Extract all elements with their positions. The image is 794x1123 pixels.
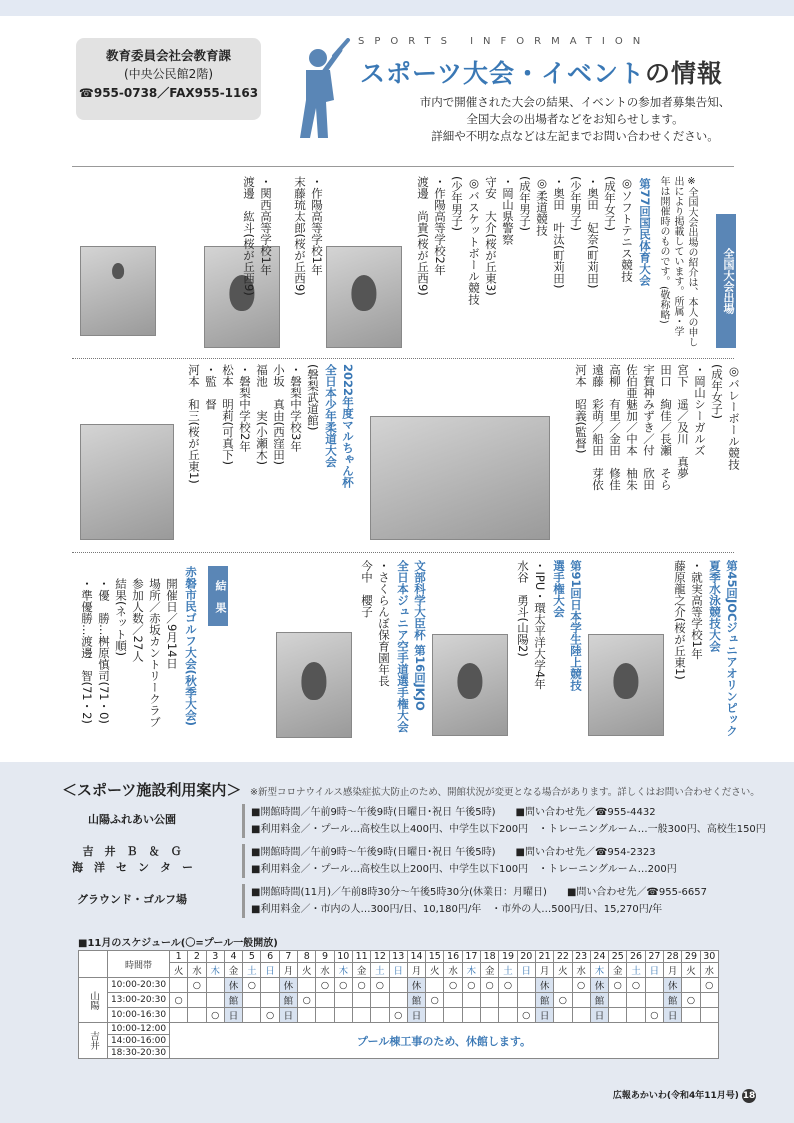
runner-photo	[432, 634, 508, 736]
schedule-cell: 館	[590, 993, 608, 1008]
facilities-title: ＜スポーツ施設利用案内＞	[62, 781, 242, 799]
weekday: 火	[682, 963, 700, 978]
schedule-cell	[243, 1008, 261, 1023]
karate-title: 文部科学大臣杯 第16回JKJO 全日本ジュニア空手道選手権大会	[396, 560, 427, 733]
schedule-cell: 日	[407, 1008, 425, 1023]
day-number: 27	[645, 951, 663, 963]
schedule-cell: 館	[664, 993, 682, 1008]
day-number: 18	[481, 951, 499, 963]
schedule-cell	[682, 1008, 700, 1023]
schedule-cell	[371, 1008, 389, 1023]
schedule-cell: 日	[664, 1008, 682, 1023]
weekday: 木	[590, 963, 608, 978]
facility-sanyo	[62, 804, 766, 838]
day-number: 17	[462, 951, 480, 963]
schedule-cell	[444, 993, 462, 1008]
weekday: 水	[316, 963, 334, 978]
intro-line-2: 全国大会の出場者などをお知らせします。	[466, 112, 684, 126]
golf-title: 赤磐市民ゴルフ大会(秋季大会)	[184, 566, 198, 727]
schedule-cell: ○	[334, 978, 352, 993]
day-number: 12	[371, 951, 389, 963]
weekday: 月	[407, 963, 425, 978]
day-number: 24	[590, 951, 608, 963]
facility-info	[242, 804, 766, 838]
schedule-cell	[462, 1008, 480, 1023]
volleyball-team-photo	[370, 416, 550, 540]
schedule-cell	[700, 1008, 718, 1023]
weekday: 金	[609, 963, 627, 978]
schedule-cell	[462, 993, 480, 1008]
schedule-cell: ○	[517, 1008, 535, 1023]
facility-fees: ■利用料金／・プール…高校生以上200円、中学生以下100円 ・トレーニングルーム…200円	[251, 864, 677, 875]
day-number: 25	[609, 951, 627, 963]
facility-fees: ■利用料金／・市内の人…300円/日、10,180円/年 ・市外の人…500円/日、15,270円/年	[251, 904, 663, 915]
schedule-cell	[170, 978, 188, 993]
contact-phone: ☎955-0738／FAX955-1163	[78, 86, 259, 100]
schedule-cell: ○	[261, 1008, 279, 1023]
page-number: 18	[742, 1091, 756, 1101]
day-number: 1	[170, 951, 188, 963]
weekday: 日	[517, 963, 535, 978]
sports-information-heading: SPORTS INFORMATION	[358, 36, 651, 47]
weekday: 月	[535, 963, 553, 978]
kokutai-title: 第77回国民体育大会	[638, 178, 652, 287]
schedule-cell: 休	[535, 978, 553, 993]
schedule-cell	[517, 993, 535, 1008]
facility-name: 吉 井 Ｂ ＆ Ｇ 海 洋 セ ン タ ー	[72, 845, 193, 874]
contact-location: (中央公民館2階)	[124, 67, 213, 81]
day-number: 13	[389, 951, 407, 963]
schedule-cell	[517, 978, 535, 993]
footer	[613, 1088, 756, 1103]
day-number: 8	[298, 951, 316, 963]
weekday: 土	[627, 963, 645, 978]
day-number: 5	[243, 951, 261, 963]
weekday: 金	[352, 963, 370, 978]
schedule-cell: 休	[664, 978, 682, 993]
day-number: 3	[206, 951, 224, 963]
schedule-cell: ○	[206, 1008, 224, 1023]
day-number: 26	[627, 951, 645, 963]
schedule-cell	[426, 978, 444, 993]
schedule-cell	[609, 1008, 627, 1023]
day-number: 4	[224, 951, 242, 963]
schedule-cell	[645, 993, 663, 1008]
schedule-cell	[389, 993, 407, 1008]
national-tournament-tag: 全国大会出場	[716, 214, 736, 348]
yoshii-label: 吉井	[79, 1023, 108, 1059]
schedule-cell	[389, 978, 407, 993]
contact-box	[76, 38, 261, 120]
weekday: 火	[298, 963, 316, 978]
schedule-cell: 館	[535, 993, 553, 1008]
schedule-cell	[170, 1008, 188, 1023]
weekday: 火	[554, 963, 572, 978]
schedule-cell	[206, 978, 224, 993]
schedule-cell: 休	[224, 978, 242, 993]
weekday: 日	[261, 963, 279, 978]
schedule-cell: ○	[188, 978, 206, 993]
schedule-cell: ○	[389, 1008, 407, 1023]
karate-photo	[276, 632, 352, 738]
schedule-cell	[334, 1008, 352, 1023]
page-title-main: スポーツ大会・イベント	[360, 59, 646, 88]
schedule-cell: ○	[499, 978, 517, 993]
schedule-cell: 日	[224, 1008, 242, 1023]
schedule-cell	[627, 993, 645, 1008]
weekday: 月	[279, 963, 297, 978]
schedule-cell: 日	[590, 1008, 608, 1023]
kokutai-results: ◎ソフトテニス競技 (成年女子) ・奥田 妃奈(町苅田) (少年男子) ・奥田 叶汰(町苅田) ◎柔道競技 (成年男子) ・岡山県警察 守安 大介(桜が丘東3) ◎バスケットボール競技 (少年男子) ・作陽高等学校2年 渡邊 尚貴(桜が丘西9)	[416, 176, 634, 305]
facilities-note: ※新型コロナウイルス感染症拡大防止のため、開館状況が変更となる場合があります。詳しくはお問い合わせください。	[250, 787, 760, 798]
day-number: 29	[682, 951, 700, 963]
day-number: 11	[352, 951, 370, 963]
facility-hours: ■開館時間／午前9時～午後9時(日曜日･祝日 午後5時) ■問い合わせ先／☎954-2323	[251, 847, 656, 858]
schedule-cell	[261, 978, 279, 993]
page-title-suffix: の情報	[645, 59, 724, 88]
athlete-photo	[80, 246, 156, 336]
divider	[72, 552, 734, 553]
day-number: 2	[188, 951, 206, 963]
schedule-cell: ○	[352, 978, 370, 993]
schedule-cell	[682, 978, 700, 993]
facility-yoshii	[62, 844, 752, 878]
schedule-cell: ○	[572, 978, 590, 993]
national-note: ※全国大会出場の紹介は、本人の申し 出により掲載しています。所属・学 年は開催時のものです。(敬称略)	[658, 176, 697, 347]
swimmer-photo	[588, 634, 664, 736]
weekday: 火	[170, 963, 188, 978]
schedule-cell	[298, 1008, 316, 1023]
schedule-cell: ○	[316, 978, 334, 993]
time-slot: 10:00-16:30	[108, 1008, 170, 1023]
schedule-cell	[572, 993, 590, 1008]
facility-info	[242, 844, 677, 878]
day-number: 30	[700, 951, 718, 963]
schedule-cell	[554, 1008, 572, 1023]
weekday: 金	[481, 963, 499, 978]
day-number: 16	[444, 951, 462, 963]
weekday: 水	[700, 963, 718, 978]
schedule-cell: 日	[279, 1008, 297, 1023]
karate-results: ・さくらんぼ保育園年長 今中 櫻子	[360, 560, 391, 687]
time-slot: 14:00-16:00	[108, 1035, 170, 1047]
schedule-cell	[371, 993, 389, 1008]
divider	[72, 166, 734, 167]
track-results: ・IPU・環太平洋大学4年 水谷 勇斗(山陽2)	[516, 560, 547, 690]
facility-name: 山陽ふれあい公園	[88, 813, 176, 826]
weekday: 土	[243, 963, 261, 978]
schedule-cell	[334, 993, 352, 1008]
schedule-cell: ○	[554, 993, 572, 1008]
facility-hours: ■開館時間／午前9時～午後9時(日曜日･祝日 午後5時) ■問い合わせ先／☎955-4432	[251, 807, 656, 818]
joc-results: ・就実高等学校1年 藤原龍之介(桜が丘東1)	[673, 560, 704, 680]
day-number: 20	[517, 951, 535, 963]
schedule-cell: 館	[224, 993, 242, 1008]
intro-line-1: 市内で開催された大会の結果、イベントの参加者募集告知、	[419, 95, 731, 109]
day-number: 21	[535, 951, 553, 963]
golf-results: 開催日／9月14日 場所／赤坂カントリークラブ 参加人数／27人 結果(ネット順) ・優 勝…桝原慎司(71・0) ・準優勝…渡邊 智(71・2)	[80, 578, 179, 728]
volleyball-results: ◎バレーボール競技 (成年女子) ・岡山シーガルズ 宮下 遥／及川 真夢 田口 絢佳／長瀬 そら 宇賀神みずき／付 欣田 佐伯亜魅加／中本 柚朱 高柳 有里／金田 修佳 遠藤 彩萌／船田 芽依 河本 昭義(監督)	[574, 364, 741, 491]
schedule-cell: ○	[371, 978, 389, 993]
page-title	[360, 54, 723, 90]
schedule-cell: 休	[590, 978, 608, 993]
schedule-cell	[261, 993, 279, 1008]
day-number: 19	[499, 951, 517, 963]
weekday: 日	[389, 963, 407, 978]
contact-dept: 教育委員会社会教育課	[105, 48, 231, 63]
schedule-cell	[499, 1008, 517, 1023]
weekday: 土	[499, 963, 517, 978]
weekday: 水	[444, 963, 462, 978]
schedule-cell	[298, 978, 316, 993]
intro-text	[395, 94, 755, 145]
weekday: 土	[371, 963, 389, 978]
time-slot: 10:00-12:00	[108, 1023, 170, 1035]
schedule-cell	[481, 1008, 499, 1023]
baseball-player-icon	[282, 38, 352, 148]
facility-name: グラウンド・ゴルフ場	[77, 893, 187, 906]
schedule-cell: ○	[700, 978, 718, 993]
day-number: 22	[554, 951, 572, 963]
schedule-cell	[426, 1008, 444, 1023]
facility-hours: ■開館時間(11月)／午前8時30分～午後5時30分(休業日：月曜日) ■問い合わせ先／☎955-6657	[251, 887, 708, 898]
judo-team-photo	[80, 424, 174, 540]
schedule-cell	[243, 993, 261, 1008]
facility-ground-golf	[62, 884, 752, 918]
schedule-cell	[352, 993, 370, 1008]
weekday: 金	[224, 963, 242, 978]
schedule-cell	[609, 993, 627, 1008]
schedule-cell: ○	[444, 978, 462, 993]
judo-title: 2022年度マルちゃん杯 全日本少年柔道大会	[324, 364, 355, 489]
day-number: 6	[261, 951, 279, 963]
schedule-cell	[700, 993, 718, 1008]
day-number: 10	[334, 951, 352, 963]
weekday: 日	[645, 963, 663, 978]
schedule-cell: ○	[243, 978, 261, 993]
schedule-cell: ○	[481, 978, 499, 993]
time-slot: 10:00-20:30	[108, 978, 170, 993]
day-number: 15	[426, 951, 444, 963]
day-number: 7	[279, 951, 297, 963]
weekday: 木	[462, 963, 480, 978]
day-number: 9	[316, 951, 334, 963]
schedule-cell	[481, 993, 499, 1008]
schedule-cell: ○	[627, 978, 645, 993]
weekday: 水	[188, 963, 206, 978]
divider	[72, 358, 734, 359]
schedule-cell	[627, 1008, 645, 1023]
intro-line-3: 詳細や不明な点などは左記までお問い合わせください。	[431, 129, 719, 143]
schedule-cell: ○	[609, 978, 627, 993]
schedule-cell	[499, 993, 517, 1008]
time-slot: 13:00-20:30	[108, 993, 170, 1008]
schedule-cell	[645, 978, 663, 993]
athlete-photo	[326, 246, 402, 348]
schedule-cell: ○	[426, 993, 444, 1008]
results-tag: 結 果	[208, 566, 228, 626]
schedule-cell	[352, 1008, 370, 1023]
sanyo-label: 山陽	[79, 978, 108, 1023]
weekday: 火	[426, 963, 444, 978]
top-band	[0, 0, 794, 16]
facility-fees: ■利用料金／・プール…高校生以上400円、中学生以下200円 ・トレーニングルーム…一般300円、高校生150円	[251, 824, 766, 835]
weekday: 月	[664, 963, 682, 978]
schedule-cell: 館	[279, 993, 297, 1008]
schedule-cell: ○	[645, 1008, 663, 1023]
schedule-cell: ○	[462, 978, 480, 993]
yoshii-closed-notice: プール棟工事のため、休館します。	[170, 1023, 719, 1059]
schedule-cell	[316, 1008, 334, 1023]
schedule-cell	[188, 993, 206, 1008]
schedule-cell	[188, 1008, 206, 1023]
day-number: 14	[407, 951, 425, 963]
schedule-cell	[316, 993, 334, 1008]
schedule-cell	[572, 1008, 590, 1023]
schedule-cell: 館	[407, 993, 425, 1008]
schedule-table	[78, 950, 719, 1059]
schedule-cell: ○	[298, 993, 316, 1008]
weekday: 水	[572, 963, 590, 978]
schedule-cell: 日	[535, 1008, 553, 1023]
time-slot: 18:30-20:30	[108, 1047, 170, 1059]
weekday: 木	[206, 963, 224, 978]
track-title: 第91回日本学生陸上競技 選手権大会	[552, 560, 583, 692]
publication-name: 広報あかいわ(令和4年11月号)	[612, 1091, 739, 1101]
schedule-label: ■11月のスケジュール(〇=プール一般開放)	[78, 938, 278, 949]
schedule-cell: ○	[682, 993, 700, 1008]
facility-info	[242, 884, 707, 918]
schedule-cell: 休	[407, 978, 425, 993]
schedule-cell	[206, 993, 224, 1008]
schedule-cell: 休	[279, 978, 297, 993]
schedule-cell	[444, 1008, 462, 1023]
weekday: 木	[334, 963, 352, 978]
schedule-cell: ○	[170, 993, 188, 1008]
judo-results: (磐梨武道館) ・磐梨中学校3年 小坂 真由(西窪田) 福池 実(小瀬木) ・磐梨中学校2年 松本 明莉(可真下) ・監 督 河本 和三(桜が丘東1)	[187, 364, 320, 484]
bbs-results-2: ・作陽高等学校1年 末藤琉太郎(桜が丘西9) ・関西高等学校1年 渡邊 紘斗(桜が丘西9)	[242, 176, 324, 296]
schedule-cell	[554, 978, 572, 993]
joc-title: 第45回JOCジュニアオリンピック 夏季水泳競技大会	[708, 560, 739, 737]
day-number: 28	[664, 951, 682, 963]
time-header: 時間帯	[108, 951, 170, 978]
day-number: 23	[572, 951, 590, 963]
